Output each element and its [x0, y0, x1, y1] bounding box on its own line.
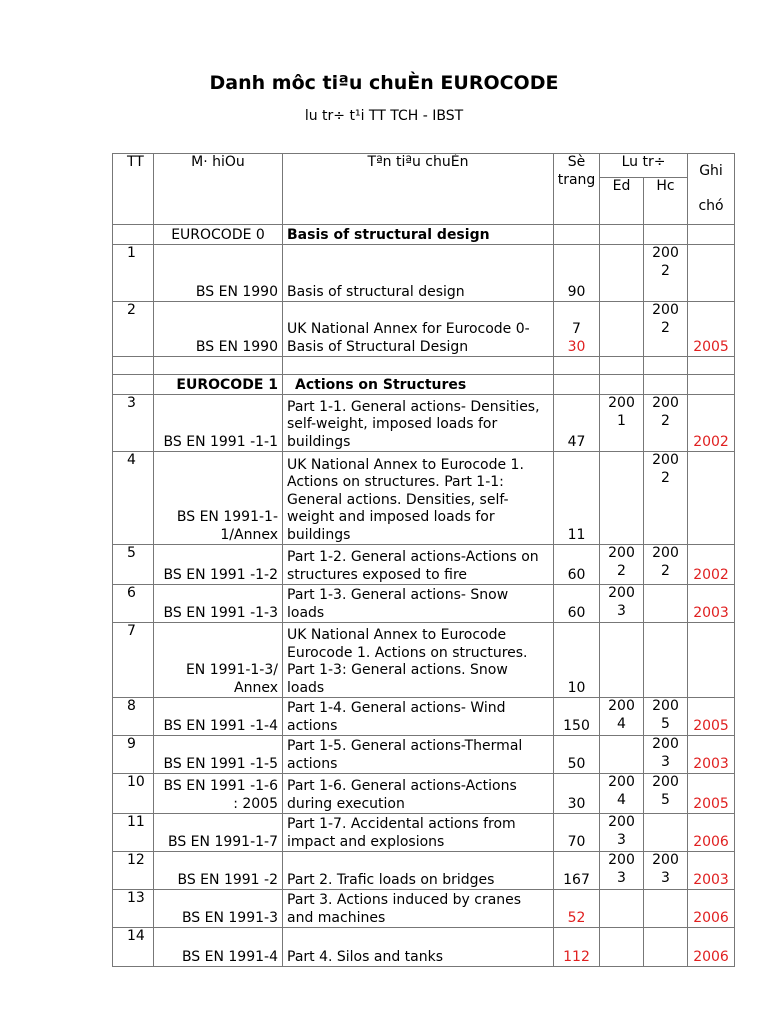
row-pages	[554, 852, 600, 890]
section-code: EUROCODE 0	[154, 225, 283, 245]
table-row	[113, 928, 735, 967]
table-row	[113, 395, 735, 452]
row-pages	[554, 736, 600, 774]
row-pages-value: 30	[567, 795, 586, 812]
row-name: UK National Annex for Eurocode 0-Basis of Structural Design	[283, 302, 554, 357]
row-pages-value: 47	[567, 433, 586, 450]
row-name: UK National Annex to Eurocode Eurocode 1. Actions on structures. Part 1-3: General actions. Snow loads	[283, 623, 554, 698]
row-hc: 2003	[644, 852, 688, 890]
row-tt: 13	[113, 890, 154, 928]
row-name: Part 1-1. General actions- Densities, self-weight, imposed loads for buildings	[283, 395, 554, 452]
row-pages	[554, 545, 600, 585]
row-pages-value: 7	[572, 321, 581, 337]
row-note: 2002	[688, 395, 735, 452]
document-title: Danh môc tiªu chuÈn EUROCODE	[209, 72, 559, 94]
row-code: EN 1991-1-3/ Annex	[154, 623, 283, 698]
section-note	[688, 375, 735, 395]
row-note: 2006	[688, 928, 735, 967]
header-hc: Hc	[644, 177, 688, 224]
section-tt	[113, 375, 154, 395]
section-name: Actions on Structures	[283, 375, 554, 395]
table-row	[113, 774, 735, 814]
row-ed	[600, 736, 644, 774]
row-name: UK National Annex to Eurocode 1. Actions on structures. Part 1-1: General actions. Densities, self-weight and imposed loads for buildings	[283, 452, 554, 545]
row-tt: 14	[113, 928, 154, 967]
row-pages-value: 167	[563, 871, 590, 888]
row-hc: 2005	[644, 774, 688, 814]
row-pages	[554, 585, 600, 623]
row-code: BS EN 1990	[154, 245, 283, 302]
row-pages	[554, 698, 600, 736]
row-pages-value: 50	[567, 755, 586, 772]
rows-group-eurocode-0	[113, 245, 735, 357]
row-pages-value: 60	[567, 604, 586, 621]
header-name: Tªn tiªu chuÈn	[283, 154, 554, 225]
row-pages-value: 10	[567, 679, 586, 696]
row-hc	[644, 585, 688, 623]
table-row	[113, 890, 735, 928]
document-subtitle: lu tr÷ t¹i TT TCH - IBST	[304, 108, 464, 124]
section-row-eurocode-1	[113, 375, 735, 395]
row-tt: 12	[113, 852, 154, 890]
row-pages	[554, 890, 600, 928]
header-note	[688, 154, 735, 225]
row-tt: 10	[113, 774, 154, 814]
header-code: M· hiÖu	[154, 154, 283, 225]
row-note	[688, 623, 735, 698]
row-pages-value: 52	[567, 909, 586, 926]
row-ed	[600, 890, 644, 928]
row-name: Part 1-2. General actions-Actions on structures exposed to fire	[283, 545, 554, 585]
section-hc	[644, 375, 688, 395]
section-tt	[113, 225, 154, 245]
row-hc	[644, 623, 688, 698]
row-hc: 2002	[644, 245, 688, 302]
row-code: BS EN 1991 -2	[154, 852, 283, 890]
row-note: 2005	[688, 698, 735, 736]
row-hc	[644, 928, 688, 967]
row-pages-value: 60	[567, 566, 586, 583]
header-storage: Lu tr÷	[600, 154, 688, 178]
row-hc: 2005	[644, 698, 688, 736]
row-tt: 1	[113, 245, 154, 302]
row-tt: 7	[113, 623, 154, 698]
table-row	[113, 585, 735, 623]
table-row	[113, 545, 735, 585]
section-hc	[644, 225, 688, 245]
header-pages: Sè trang	[554, 154, 600, 225]
header-ed: Ed	[600, 177, 644, 224]
row-ed: 2004	[600, 698, 644, 736]
row-note: 2002	[688, 545, 735, 585]
row-pages-value: 90	[567, 283, 586, 300]
row-note: 2003	[688, 852, 735, 890]
row-pages	[554, 452, 600, 545]
row-tt: 3	[113, 395, 154, 452]
row-code: BS EN 1991-3	[154, 890, 283, 928]
table-row	[113, 245, 735, 302]
table-row	[113, 852, 735, 890]
section-row-eurocode-0	[113, 225, 735, 245]
header-note-label: Ghi chó	[698, 163, 724, 214]
row-hc: 2003	[644, 736, 688, 774]
row-pages	[554, 814, 600, 852]
row-name: Part 1-4. General actions- Wind actions	[283, 698, 554, 736]
row-ed: 2003	[600, 585, 644, 623]
row-pages	[554, 928, 600, 967]
separator-row	[113, 357, 735, 375]
row-ed: 2004	[600, 774, 644, 814]
row-ed	[600, 452, 644, 545]
row-code: BS EN 1991-1-1/Annex	[154, 452, 283, 545]
row-pages-value: 11	[567, 526, 586, 543]
row-name: Part 2. Trafic loads on bridges	[283, 852, 554, 890]
section-note	[688, 225, 735, 245]
table-row	[113, 698, 735, 736]
row-code: BS EN 1991 -1-1	[154, 395, 283, 452]
row-tt: 9	[113, 736, 154, 774]
row-code: BS EN 1991 -1-5	[154, 736, 283, 774]
row-ed	[600, 302, 644, 357]
table-row	[113, 452, 735, 545]
row-pages-value: 112	[563, 948, 590, 965]
row-hc: 2002	[644, 545, 688, 585]
section-code: EUROCODE 1	[154, 375, 283, 395]
section-name: Basis of structural design	[283, 225, 554, 245]
section-ed	[600, 225, 644, 245]
row-pages-value: 150	[563, 717, 590, 734]
row-note: 2006	[688, 814, 735, 852]
row-hc	[644, 814, 688, 852]
row-tt: 4	[113, 452, 154, 545]
row-name: Part 3. Actions induced by cranes and machines	[283, 890, 554, 928]
section-pages	[554, 225, 600, 245]
row-pages-value: 70	[567, 833, 586, 850]
row-code: BS EN 1991 -1-3	[154, 585, 283, 623]
row-ed: 2001	[600, 395, 644, 452]
table-row	[113, 623, 735, 698]
row-tt: 2	[113, 302, 154, 357]
row-pages	[554, 774, 600, 814]
row-hc: 2002	[644, 452, 688, 545]
row-name: Part 1-3. General actions- Snow loads	[283, 585, 554, 623]
header-tt: TT	[113, 154, 154, 225]
row-pages	[554, 395, 600, 452]
row-pages	[554, 245, 600, 302]
row-name: Part 1-7. Accidental actions from impact and explosions	[283, 814, 554, 852]
row-name: Basis of structural design	[283, 245, 554, 302]
row-ed: 2003	[600, 814, 644, 852]
row-code: BS EN 1991 -1-6 : 2005	[154, 774, 283, 814]
row-note	[688, 245, 735, 302]
row-name: Part 1-5. General actions-Thermal actions	[283, 736, 554, 774]
row-pages	[554, 302, 600, 357]
row-ed	[600, 928, 644, 967]
row-hc: 2002	[644, 395, 688, 452]
row-note: 2006	[688, 890, 735, 928]
row-hc	[644, 890, 688, 928]
row-tt: 8	[113, 698, 154, 736]
table-header-row	[113, 154, 735, 178]
row-name: Part 1-6. General actions-Actions during execution	[283, 774, 554, 814]
row-pages	[554, 623, 600, 698]
row-hc: 2002	[644, 302, 688, 357]
section-pages	[554, 375, 600, 395]
row-code: BS EN 1991-4	[154, 928, 283, 967]
row-tt: 5	[113, 545, 154, 585]
row-ed	[600, 623, 644, 698]
row-ed: 2002	[600, 545, 644, 585]
table-row	[113, 814, 735, 852]
row-note: 2003	[688, 585, 735, 623]
row-note: 2005	[688, 774, 735, 814]
table-row	[113, 302, 735, 357]
row-note: 2005	[688, 302, 735, 357]
row-code: BS EN 1991-1-7	[154, 814, 283, 852]
section-ed	[600, 375, 644, 395]
row-ed: 2003	[600, 852, 644, 890]
row-ed	[600, 245, 644, 302]
standards-table	[112, 153, 735, 967]
row-tt: 11	[113, 814, 154, 852]
row-pages-value-2: 30	[567, 338, 586, 355]
table-row	[113, 736, 735, 774]
row-note: 2003	[688, 736, 735, 774]
row-code: BS EN 1990	[154, 302, 283, 357]
row-name: Part 4. Silos and tanks	[283, 928, 554, 967]
rows-group-eurocode-1	[113, 395, 735, 967]
row-note	[688, 452, 735, 545]
row-code: BS EN 1991 -1-4	[154, 698, 283, 736]
row-tt: 6	[113, 585, 154, 623]
row-code: BS EN 1991 -1-2	[154, 545, 283, 585]
